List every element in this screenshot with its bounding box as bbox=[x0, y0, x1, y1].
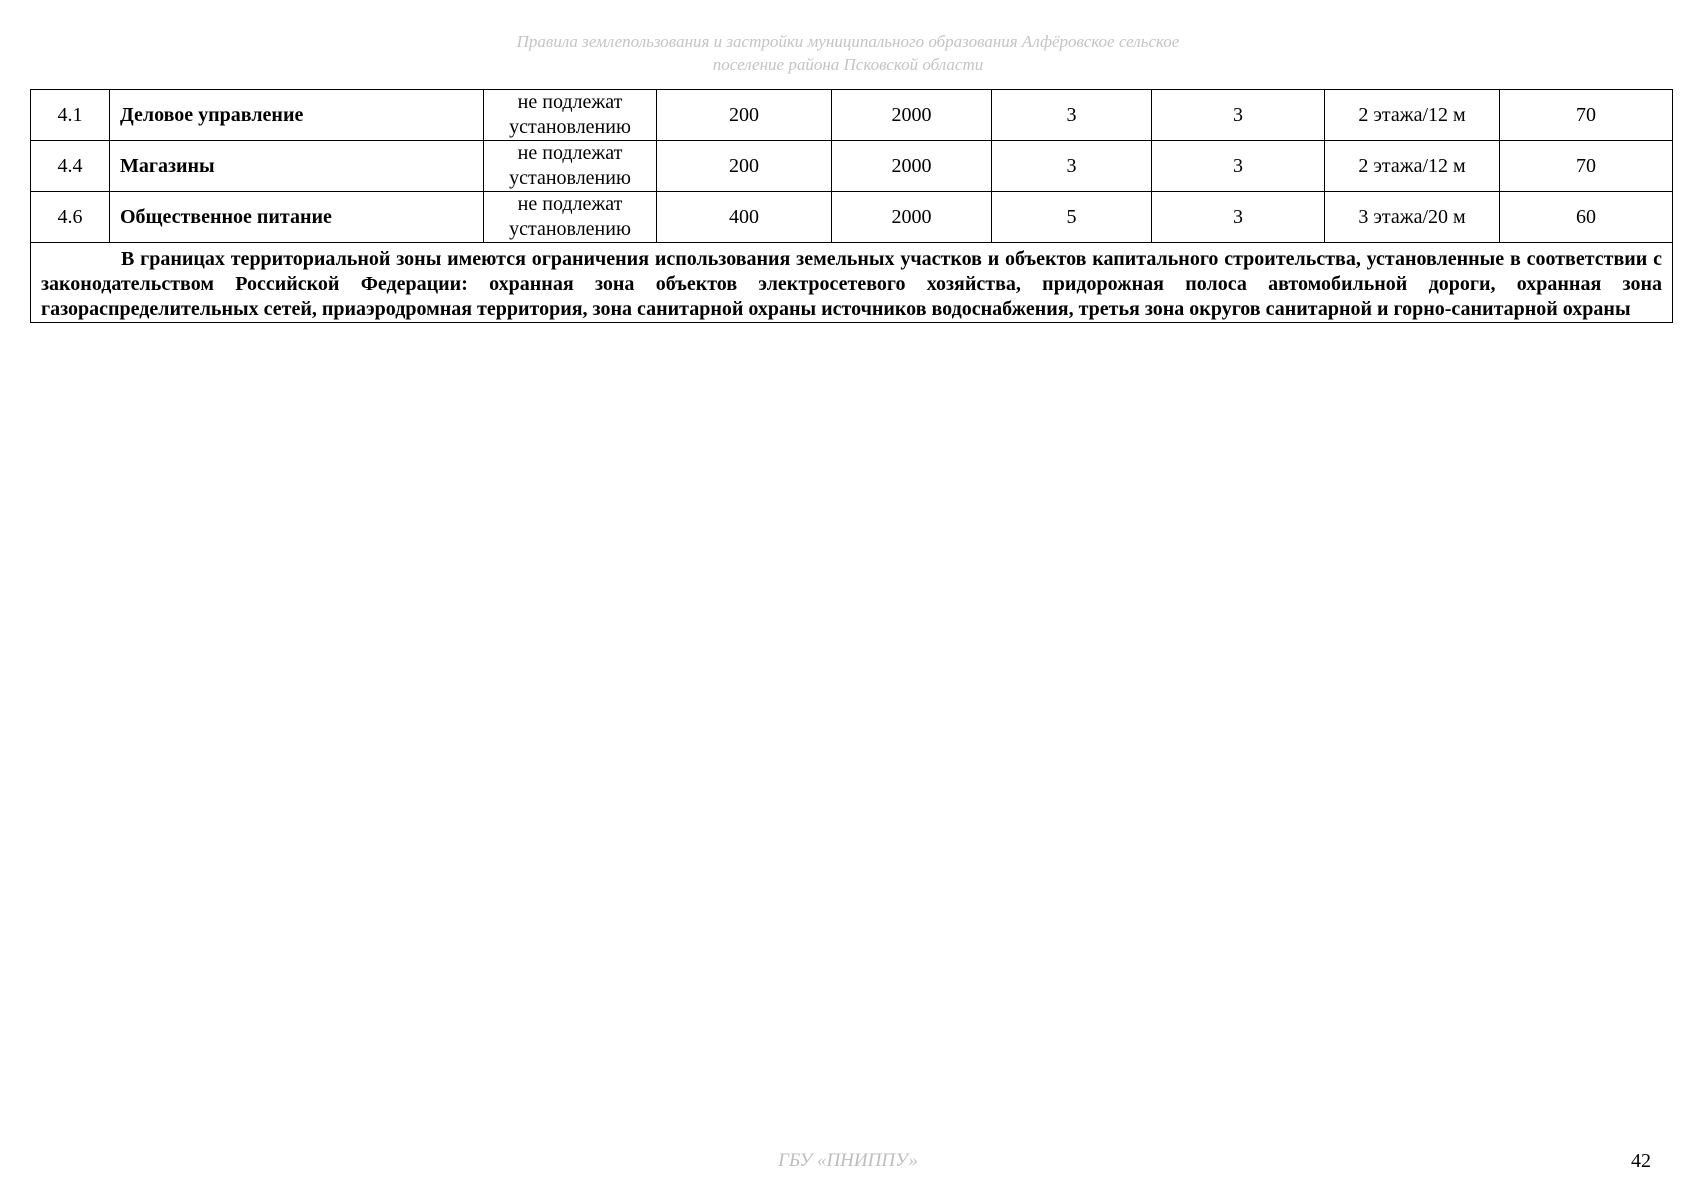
row-max-coverage: 70 bbox=[1500, 141, 1673, 192]
row-min-area: 200 bbox=[657, 90, 832, 141]
row-setback-a: 5 bbox=[992, 192, 1152, 243]
row-max-area: 2000 bbox=[832, 141, 992, 192]
row-max-coverage: 70 bbox=[1500, 90, 1673, 141]
row-max-area: 2000 bbox=[832, 90, 992, 141]
table-row bbox=[31, 90, 1673, 141]
row-use-name: Магазины bbox=[110, 141, 484, 192]
table-row bbox=[31, 141, 1673, 192]
running-header bbox=[0, 30, 1696, 76]
row-max-floors-height: 2 этажа/12 м bbox=[1325, 141, 1500, 192]
row-max-floors-height: 3 этажа/20 м bbox=[1325, 192, 1500, 243]
row-code: 4.1 bbox=[31, 90, 110, 141]
table-row bbox=[31, 192, 1673, 243]
table-note-row bbox=[31, 243, 1673, 323]
row-setback-a: 3 bbox=[992, 141, 1152, 192]
row-setback-a: 3 bbox=[992, 90, 1152, 141]
running-header-line-1: Правила землепользования и застройки муниципального образования Алфёровское сельское bbox=[516, 32, 1180, 51]
row-min-area: 400 bbox=[657, 192, 832, 243]
restrictions-note: В границах территориальной зоны имеются ограничения использования земельных участков и объектов капитального строительства, установленные в соответствии с законодательством Российской Федерации: охранная зона объектов электросетевого хозяйства, придорожная полоса автомобильной дороги, охранная зона газораспределительных сетей, приаэродромная территория, зона санитарной охраны источников водоснабжения, третья зона округов санитарной и горно-санитарной охраны bbox=[41, 248, 1662, 320]
land-use-regulations-table bbox=[30, 89, 1673, 323]
footer-organization: ГБУ «ПНИППУ» bbox=[778, 1150, 918, 1171]
row-setback-b: 3 bbox=[1152, 90, 1325, 141]
page-number: 42 bbox=[1631, 1150, 1651, 1172]
running-header-line-2: поселение района Псковской области bbox=[712, 55, 984, 74]
row-code: 4.4 bbox=[31, 141, 110, 192]
row-code: 4.6 bbox=[31, 192, 110, 243]
row-max-floors-height: 2 этажа/12 м bbox=[1325, 90, 1500, 141]
row-max-area: 2000 bbox=[832, 192, 992, 243]
row-max-coverage: 60 bbox=[1500, 192, 1673, 243]
row-plot-size-cell: не подлежат установлению bbox=[484, 141, 657, 192]
row-setback-b: 3 bbox=[1152, 192, 1325, 243]
row-use-name: Общественное питание bbox=[110, 192, 484, 243]
row-use-name: Деловое управление bbox=[110, 90, 484, 141]
restrictions-note-cell bbox=[31, 243, 1673, 323]
row-plot-size-cell: не подлежат установлению bbox=[484, 90, 657, 141]
row-plot-size-cell: не подлежат установлению bbox=[484, 192, 657, 243]
row-setback-b: 3 bbox=[1152, 141, 1325, 192]
row-min-area: 200 bbox=[657, 141, 832, 192]
